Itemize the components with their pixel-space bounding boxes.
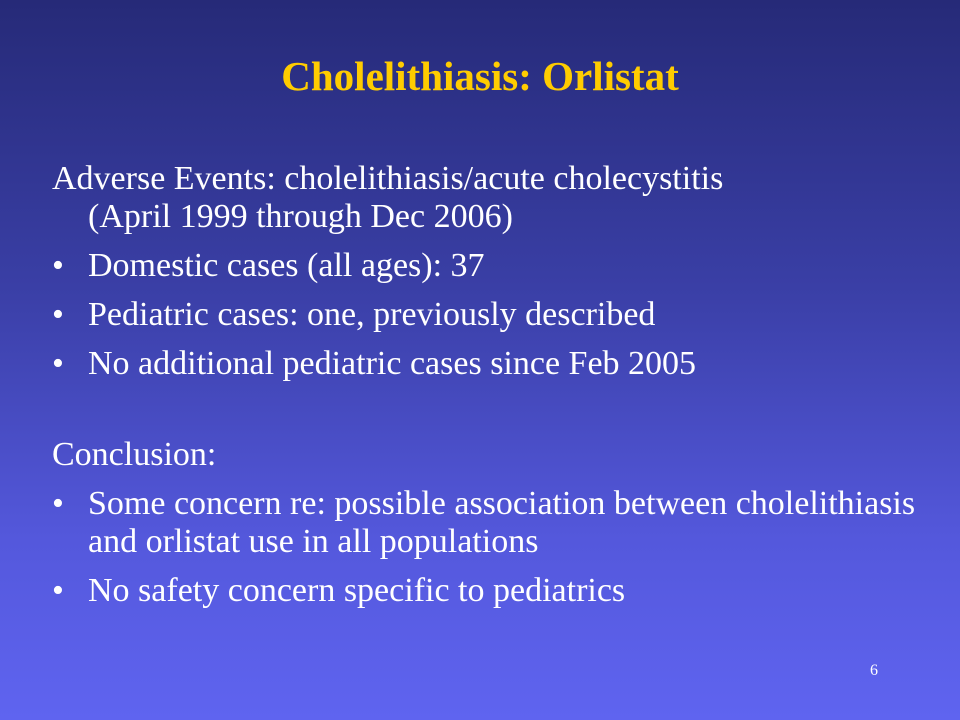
bullet-no-additional-cases: • No additional pediatric cases since Feb 2005 bbox=[52, 345, 932, 383]
bullet-domestic-cases: • Domestic cases (all ages): 37 bbox=[52, 247, 932, 285]
slide-title: Cholelithiasis: Orlistat bbox=[281, 53, 679, 99]
conclusion-heading: Conclusion: bbox=[52, 436, 217, 473]
conclusion-section bbox=[52, 436, 932, 610]
adverse-events-heading: Adverse Events: cholelithiasis/acute cholecystitis bbox=[52, 160, 724, 197]
slide-number: 6 bbox=[870, 662, 878, 679]
slide-content bbox=[52, 160, 932, 610]
adverse-events-section bbox=[52, 160, 932, 383]
bullet-some-concern: • Some concern re: possible association between cholelithiasis and orlistat use in all populations bbox=[52, 485, 932, 561]
bullet-pediatric-cases: • Pediatric cases: one, previously described bbox=[52, 296, 932, 334]
adverse-events-period: (April 1999 through Dec 2006) bbox=[88, 198, 513, 235]
bullet-no-safety-concern: • No safety concern specific to pediatrics bbox=[52, 572, 932, 610]
